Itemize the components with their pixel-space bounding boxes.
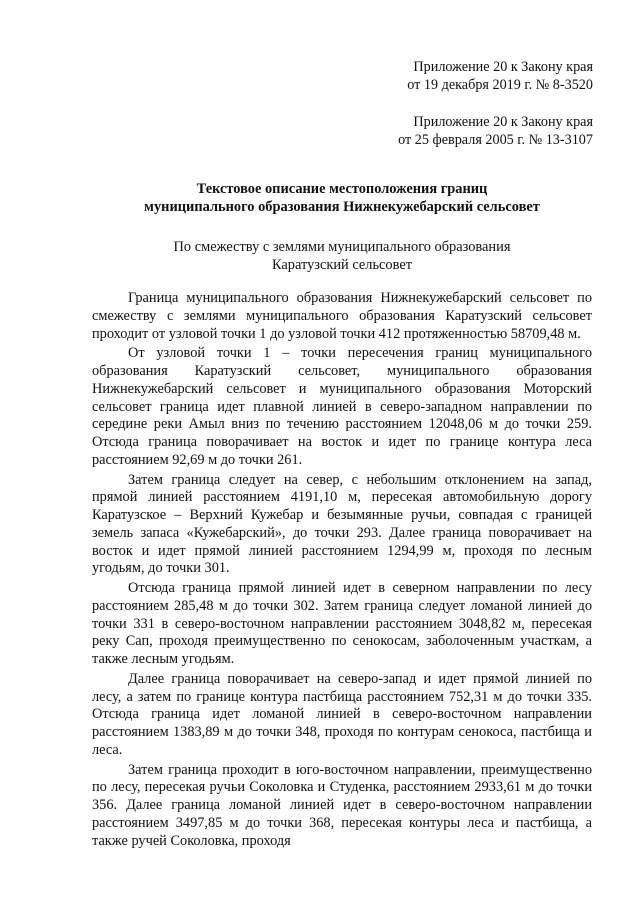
appendix-note-current [407,59,593,94]
body-paragraph: Затем граница проходит в юго-восточном направлении, преимущественно по лесу, пересекая ручьи Соколовка и Студенка, расстоянием 2933,61 м до точки 356. Далее граница ломаной линией идет в северо-восточном направлении расстоянием 3497,85 м до точки 368, пересекая контуры леса и пастбища, а также ручей Соколовка, проходя [92,761,592,849]
section-heading-line: Каратузский сельсовет [271,257,413,273]
body-paragraph: Далее граница поворачивает на северо-запад и идет прямой линией по лесу, а затем по границе контура пастбища расстоянием 752,31 м до точки 335. Отсюда граница идет ломаной линией в северо-восточном направлении расстоянием 1383,89 м до точки 348, проходя по контурам сенокоса, пастбища и леса. [92,670,592,758]
appendix-note-line: от 19 декабря 2019 г. № 8-3520 [407,76,593,93]
document-title-line: муниципального образования Нижнекужебарский сельсовет [144,199,540,215]
appendix-note-line: от 25 февраля 2005 г. № 13-3107 [398,131,593,148]
document-title [92,180,592,216]
section-heading-line: По смежеству с землями муниципального образования [173,239,511,255]
body-paragraph: Отсюда граница прямой линией идет в северном направлении по лесу расстоянием 285,48 м до точки 302. Затем граница следует ломаной линией до точки 331 в северо-восточном направлении расстоянием 3048,82 м, пересекая реку Сап, проходя преимущественно по сенокосам, заболоченным участкам, а также лесным угодьям. [92,580,592,667]
body-paragraph: Граница муниципального образования Нижнекужебарский сельсовет по смежеству с землями муниципального образования Каратузский сельсовет проходит от узловой точки 1 до узловой точки 412 протяженностью 58709,48 м. [92,290,592,342]
body-paragraph: Затем граница следует на север, с небольшим отклонением на запад, прямой линией расстоянием 4191,10 м, пересекая автомобильную дорогу Каратузское – Верхний Кужебар и безымянные ручьи, совпадая с границей земель запаса «Кужебарский», до точки 293. Далее граница поворачивает на восток и идет прямой линией расстоянием 1294,99 м, проходя по лесным угодьям, до точки 301. [92,471,592,577]
appendix-note-line: Приложение 20 к Закону края [413,59,593,75]
body-paragraph: От узловой точки 1 – точки пересечения границ муниципального образования Каратузский сельсовет, муниципального образования Нижнекужебарский сельсовет и муниципального образования Моторский сельсовет граница идет плавной линией в северо-западном направлении по середине реки Амыл вниз по течению расстоянием 12048,06 м до точки 259. Отсюда граница поворачивает на восток и идет по границе контура леса расстоянием 92,69 м до точки 261. [92,345,592,468]
section-heading [92,238,592,274]
document-title-line: Текстовое описание местоположения границ [196,181,488,197]
document-body [92,290,592,852]
appendix-note-original [398,114,593,149]
appendix-note-line: Приложение 20 к Закону края [413,114,593,130]
